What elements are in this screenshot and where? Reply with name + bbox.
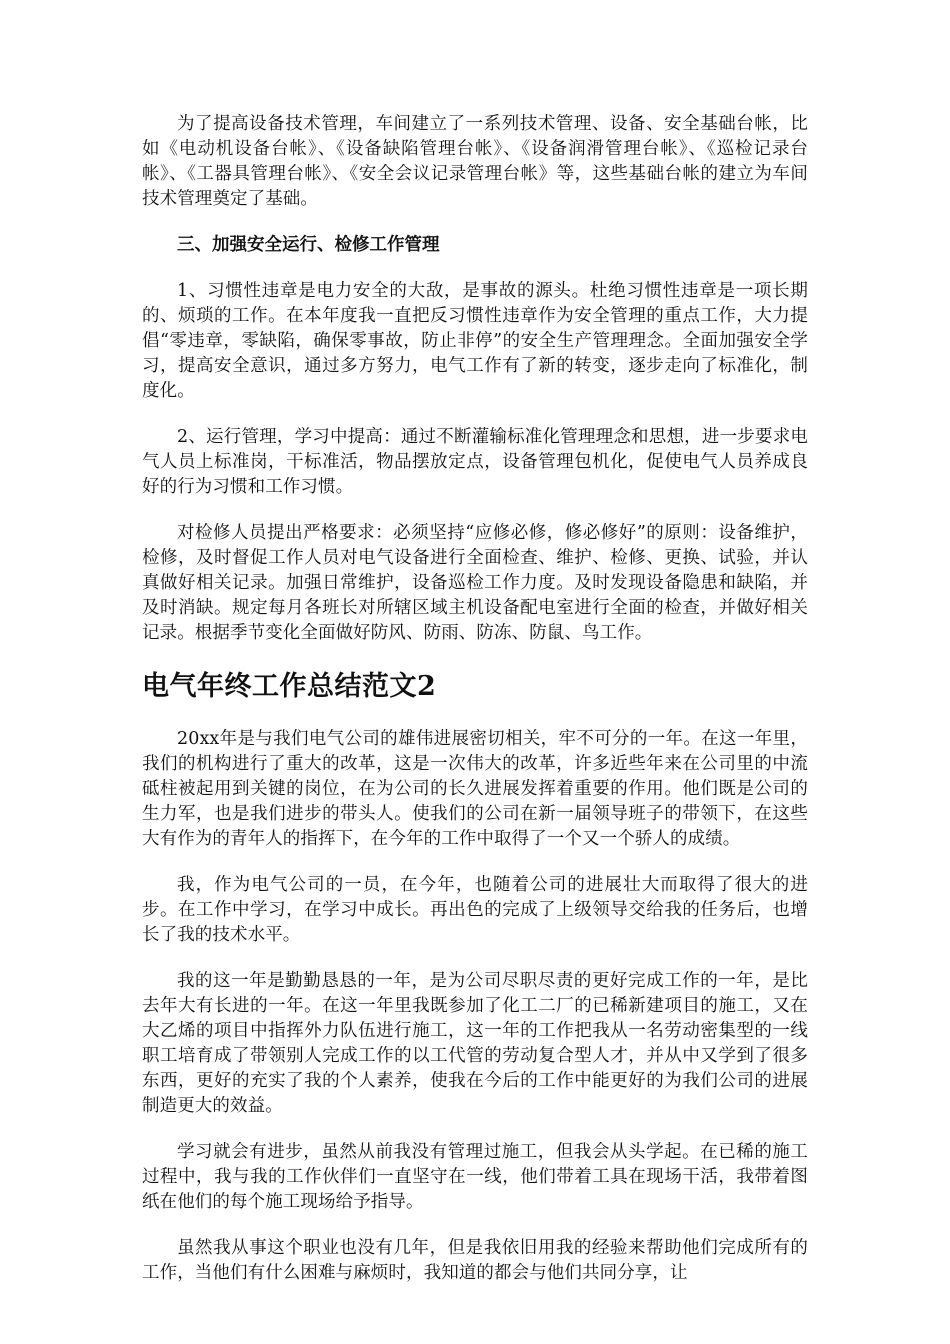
paragraph-habitual-violations: 1、习惯性违章是电力安全的大敌，是事故的源头。杜绝习惯性违章是一项长期的、烦琐的工作。在本年度我一直把反习惯性违章作为安全管理的重点工作，大力提倡“零违章，零缺陷，确保零事故，防止非停”的安全生产管理理念。全面加强安全学习，提高安全意识，通过多方努力，电气工作有了新的转变，逐步走向了标准化，制度化。	[142, 281, 808, 401]
paragraph-maintenance-requirements: 对检修人员提出严格要求：必须坚持“应修必修，修必修好”的原则：设备维护，检修，及时督促工作人员对电气设备进行全面检查、维护、检修、更换、试验，并认真做好相关记录。加强日常维护，设备巡检工作力度。及时发现设备隐患和缺陷，并及时消缺。规定每月各班长对所辖区域主机设备配电室进行全面的检查，并做好相关记录。根据季节变化全面做好防风、防雨、防冻、防鼠、鸟工作。	[142, 523, 808, 643]
paragraph-diligent-year: 我的这一年是勤勤恳恳的一年，是为公司尽职尽责的更好完成工作的一年，是比去年大有长进的一年。在这一年里我既参加了化工二厂的已稀新建项目的施工，又在大乙烯的项目中指挥外力队伍进行施工，这一年的工作把我从一名劳动密集型的一线职工培育成了带领别人完成工作的以工代管的劳动复合型人才，并从中又学到了很多东西，更好的充实了我的个人素养，使我在今后的工作中能更好的为我们公司的进展制造更大的效益。	[142, 971, 808, 1116]
paragraph-learning: 学习就会有进步，虽然从前我没有管理过施工，但我会从头学起。在已稀的施工过程中，我与我的工作伙伴们一直坚守在一线，他们带着工具在现场干活，我带着图纸在他们的每个施工现场给予指导。	[142, 1142, 808, 1212]
section-heading: 三、加强安全运行、检修工作管理	[177, 235, 440, 255]
document-body	[142, 112, 808, 1307]
paragraph-ledgers: 为了提高设备技术管理，车间建立了一系列技术管理、设备、安全基础台帐，比如《电动机设备台帐》、《设备缺陷管理台帐》、《设备润滑管理台帐》、《巡检记录台帐》、《工器具管理台帐》、《安全会议记录管理台帐》等，这些基础台帐的建立为车间技术管理奠定了基础。	[142, 114, 808, 209]
paragraph-operation-management: 2、运行管理，学习中提高：通过不断灌输标准化管理理念和思想，进一步要求电气人员上标准岗，干标准活，物品摆放定点，设备管理包机化，促使电气人员养成良好的行为习惯和工作习惯。	[142, 427, 808, 497]
article-title: 电气年终工作总结范文2	[142, 671, 437, 702]
paragraph-personal-progress: 我，作为电气公司的一员，在今年，也随着公司的进展壮大而取得了很大的进步。在工作中学习，在学习中成长。再出色的完成了上级领导交给我的任务后，也增长了我的技术水平。	[142, 875, 808, 945]
paragraph-company-reform: 20xx年是与我们电气公司的雄伟进展密切相关，牢不可分的一年。在这一年里，我们的机构进行了重大的改革，这是一次伟大的改革，许多近些年来在公司里的中流砥柱被起用到关键的岗位，在为公司的长久进展发挥着重要的作用。他们既是公司的生力军，也是我们进步的带头人。使我们的公司在新一届领导班子的带领下，在这些大有作为的青年人的指挥下，在今年的工作中取得了一个又一个骄人的成绩。	[142, 729, 808, 849]
paragraph-experience-sharing: 虽然我从事这个职业也没有几年，但是我依旧用我的经验来帮助他们完成所有的工作，当他们有什么困难与麻烦时，我知道的都会与他们共同分享，让	[142, 1238, 808, 1283]
